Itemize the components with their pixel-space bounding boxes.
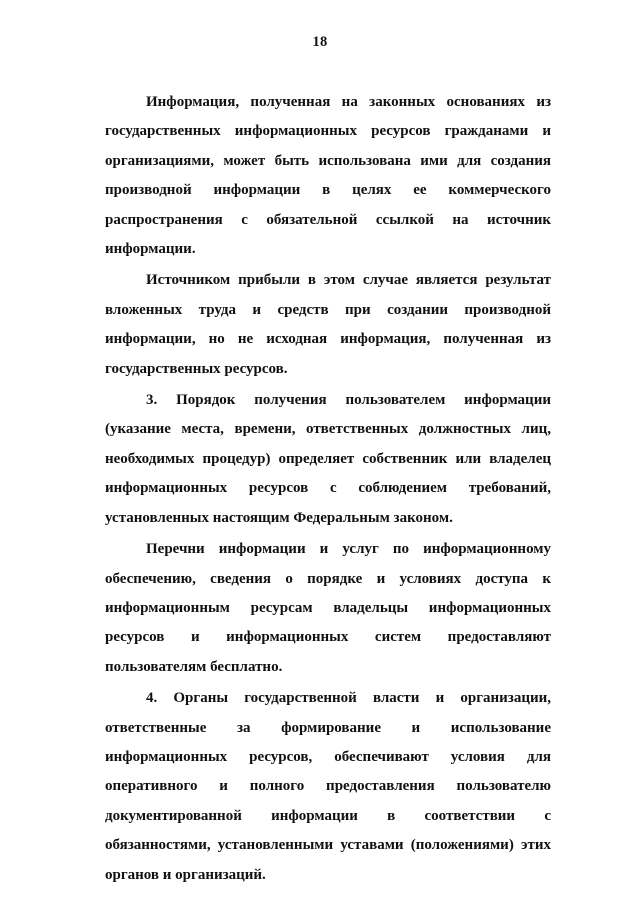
paragraph-5: 4. Органы государственной власти и организации, ответственные за формирование и использование информационных ресурсов, обеспечивают условия для оперативного и полного предоставления пользователю документированной информации в соответствии с обязанностями, установленными уставами (положениями) этих органов и организаций.	[105, 690, 551, 883]
paragraph-1: Информация, полученная на законных основаниях из государственных информационных ресурсов гражданами и организациями, может быть использована ими для создания производной информации в целях ее коммерческого распространения с обязательной ссылкой на источник информации.	[105, 94, 551, 258]
paragraph-2: Источником прибыли в этом случае является результат вложенных труда и средств при создании производной информации, но не исходная информация, полученная из государственных ресурсов.	[105, 272, 551, 377]
page-number: 18	[312, 34, 328, 50]
document-body	[105, 88, 551, 890]
paragraph-3: 3. Порядок получения пользователем информации (указание места, времени, ответственных должностных лиц, необходимых процедур) определяет собственник или владелец информационных ресурсов с соблюдением требований, установленных настоящим Федеральным законом.	[105, 392, 551, 526]
paragraph-4: Перечни информации и услуг по информационному обеспечению, сведения о порядке и условиях доступа к информационным ресурсам владельцы информационных ресурсов и информационных систем предоставляют пользователям бесплатно.	[105, 541, 551, 675]
